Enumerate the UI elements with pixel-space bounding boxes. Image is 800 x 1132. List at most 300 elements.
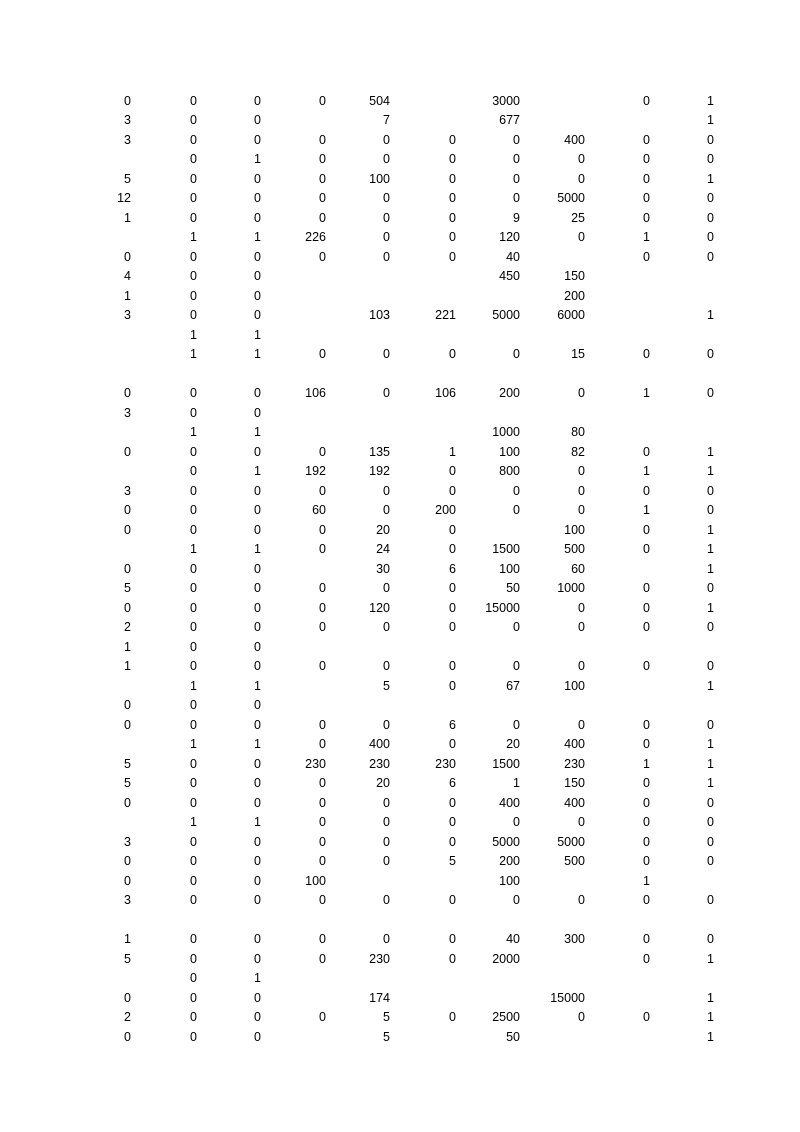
table-row — [0, 833, 800, 853]
table-cell: 80 — [571, 425, 585, 439]
table-row — [0, 287, 800, 307]
table-cell: 0 — [449, 171, 456, 186]
table-cell: 0 — [124, 873, 131, 888]
table-cell — [654, 638, 714, 658]
table-cell: 0 — [254, 717, 261, 732]
table-cell — [396, 1028, 456, 1048]
table-cell: 0 — [643, 737, 650, 751]
table-cell: 9 — [513, 210, 520, 225]
table-cell: 3000 — [492, 93, 520, 108]
table-cell: 0 — [319, 854, 326, 868]
table-cell: 1 — [643, 873, 650, 888]
table-cell: 1 — [643, 386, 650, 400]
table-cell: 1 — [707, 444, 714, 459]
table-cell: 0 — [707, 191, 714, 205]
table-cell — [396, 326, 456, 346]
table-cell: 0 — [707, 210, 714, 225]
table-cell — [525, 92, 585, 112]
table-cell: 0 — [449, 522, 456, 537]
table-cell — [396, 365, 456, 385]
table-row — [0, 774, 800, 794]
table-cell — [71, 911, 131, 931]
table-cell: 5 — [124, 756, 131, 771]
table-cell: 3 — [124, 113, 131, 127]
table-cell — [460, 969, 520, 989]
table-cell: 5000 — [492, 834, 520, 849]
table-cell — [590, 969, 650, 989]
table-cell: 25 — [571, 210, 585, 225]
table-cell: 0 — [190, 522, 197, 537]
table-cell — [137, 911, 197, 931]
table-cell: 0 — [319, 600, 326, 615]
table-cell: 5000 — [557, 191, 585, 205]
table-row — [0, 501, 800, 521]
table-cell: 0 — [707, 659, 714, 673]
table-cell: 1 — [190, 737, 197, 751]
table-cell: 1 — [254, 815, 261, 829]
table-cell: 1 — [190, 815, 197, 829]
table-cell — [330, 287, 390, 307]
table-row — [0, 170, 800, 190]
table-cell: 0 — [190, 893, 197, 907]
table-cell: 0 — [383, 386, 390, 400]
table-cell — [71, 365, 131, 385]
table-cell — [525, 1028, 585, 1048]
table-cell: 0 — [124, 854, 131, 868]
table-cell — [525, 111, 585, 131]
table-cell: 1 — [124, 932, 131, 946]
table-cell: 0 — [449, 191, 456, 205]
table-cell: 120 — [369, 600, 390, 615]
table-cell: 0 — [578, 171, 585, 186]
table-cell: 0 — [383, 795, 390, 810]
table-cell: 5 — [383, 1010, 390, 1024]
table-cell: 0 — [383, 834, 390, 849]
table-cell: 0 — [449, 951, 456, 966]
table-cell: 0 — [254, 132, 261, 147]
table-row — [0, 657, 800, 677]
table-cell: 0 — [254, 503, 261, 517]
table-cell: 2500 — [492, 1010, 520, 1024]
table-cell: 1 — [254, 737, 261, 751]
table-cell: 0 — [707, 152, 714, 166]
table-cell: 100 — [499, 444, 520, 459]
table-cell: 0 — [449, 230, 456, 244]
table-cell — [266, 111, 326, 131]
table-cell: 0 — [643, 893, 650, 907]
table-cell: 0 — [319, 249, 326, 264]
table-cell: 0 — [383, 230, 390, 244]
table-row — [0, 540, 800, 560]
table-cell: 0 — [190, 795, 197, 810]
table-cell — [71, 677, 131, 697]
table-cell: 0 — [449, 600, 456, 615]
table-row — [0, 326, 800, 346]
table-cell: 0 — [254, 873, 261, 888]
table-cell — [201, 911, 261, 931]
table-cell: 0 — [643, 776, 650, 790]
table-cell: 0 — [319, 834, 326, 849]
table-cell: 0 — [643, 93, 650, 108]
table-cell: 800 — [499, 464, 520, 478]
table-cell — [525, 872, 585, 892]
table-cell: 0 — [190, 171, 197, 186]
table-cell: 6 — [449, 717, 456, 732]
table-cell — [460, 404, 520, 424]
table-cell: 0 — [319, 483, 326, 498]
table-cell: 2 — [124, 620, 131, 634]
table-cell: 0 — [643, 951, 650, 966]
table-cell: 3 — [124, 893, 131, 907]
table-row — [0, 150, 800, 170]
table-cell: 200 — [435, 503, 456, 517]
table-cell — [590, 365, 650, 385]
table-cell — [525, 248, 585, 268]
table-cell: 0 — [124, 444, 131, 459]
table-cell: 1 — [254, 425, 261, 439]
table-cell: 0 — [513, 483, 520, 498]
table-cell — [266, 423, 326, 443]
table-cell: 1 — [124, 210, 131, 225]
table-cell: 0 — [254, 405, 261, 420]
table-cell: 0 — [383, 893, 390, 907]
table-cell — [396, 911, 456, 931]
table-cell: 0 — [383, 191, 390, 205]
table-cell: 0 — [513, 659, 520, 673]
table-cell — [71, 228, 131, 248]
table-cell — [654, 287, 714, 307]
table-row — [0, 1028, 800, 1048]
table-cell: 0 — [513, 152, 520, 166]
table-cell — [590, 696, 650, 716]
table-cell — [460, 287, 520, 307]
table-cell: 0 — [383, 659, 390, 673]
table-cell — [266, 696, 326, 716]
table-cell: 0 — [254, 386, 261, 400]
table-cell: 0 — [513, 191, 520, 205]
table-cell: 0 — [383, 620, 390, 634]
table-cell: 230 — [564, 756, 585, 771]
table-cell — [525, 326, 585, 346]
table-cell: 230 — [435, 756, 456, 771]
table-cell: 100 — [564, 522, 585, 537]
table-row — [0, 969, 800, 989]
table-cell — [654, 326, 714, 346]
table-cell: 1 — [707, 522, 714, 537]
table-cell: 0 — [578, 503, 585, 517]
table-row — [0, 677, 800, 697]
table-row — [0, 872, 800, 892]
table-cell — [330, 696, 390, 716]
table-cell: 0 — [190, 269, 197, 283]
table-cell: 4 — [124, 269, 131, 283]
table-row — [0, 560, 800, 580]
table-cell: 0 — [383, 503, 390, 517]
table-cell — [525, 950, 585, 970]
table-cell: 6 — [449, 561, 456, 576]
table-cell: 1000 — [492, 425, 520, 439]
table-cell: 0 — [254, 288, 261, 303]
table-cell: 5 — [124, 951, 131, 966]
table-cell: 0 — [449, 678, 456, 693]
table-cell: 0 — [190, 113, 197, 127]
table-cell: 1 — [643, 230, 650, 244]
table-cell — [71, 326, 131, 346]
table-cell: 0 — [254, 932, 261, 946]
table-cell — [654, 267, 714, 287]
table-row — [0, 618, 800, 638]
table-cell: 0 — [254, 269, 261, 283]
table-cell: 0 — [707, 854, 714, 868]
table-cell: 20 — [376, 522, 390, 537]
table-cell: 0 — [449, 581, 456, 595]
table-cell: 0 — [319, 581, 326, 595]
table-cell: 0 — [513, 717, 520, 732]
table-cell: 0 — [643, 581, 650, 595]
table-cell — [525, 404, 585, 424]
table-cell: 100 — [369, 171, 390, 186]
table-cell: 0 — [319, 444, 326, 459]
table-cell: 0 — [643, 815, 650, 829]
table-cell: 0 — [707, 230, 714, 244]
table-cell: 0 — [124, 522, 131, 537]
table-cell: 0 — [383, 132, 390, 147]
table-cell: 400 — [564, 132, 585, 147]
table-cell: 0 — [513, 815, 520, 829]
table-cell: 0 — [643, 620, 650, 634]
table-cell: 15000 — [485, 600, 520, 615]
table-cell — [266, 267, 326, 287]
table-cell: 0 — [190, 990, 197, 1005]
table-cell: 0 — [190, 698, 197, 712]
table-cell: 0 — [254, 834, 261, 849]
table-cell: 0 — [190, 483, 197, 498]
table-cell: 0 — [254, 951, 261, 966]
table-cell: 192 — [305, 464, 326, 478]
table-cell: 3 — [124, 483, 131, 498]
table-row — [0, 638, 800, 658]
table-cell — [137, 365, 197, 385]
table-cell: 0 — [254, 600, 261, 615]
table-cell: 0 — [383, 347, 390, 361]
table-cell: 1 — [190, 230, 197, 244]
table-cell: 0 — [254, 1010, 261, 1024]
table-row — [0, 423, 800, 443]
table-cell: 0 — [254, 561, 261, 576]
table-cell: 1 — [707, 113, 714, 127]
table-cell — [330, 969, 390, 989]
table-cell — [654, 969, 714, 989]
table-cell: 0 — [707, 503, 714, 517]
table-cell: 1 — [643, 756, 650, 771]
table-cell — [525, 365, 585, 385]
table-cell — [71, 969, 131, 989]
table-cell: 0 — [124, 386, 131, 400]
table-cell: 0 — [254, 93, 261, 108]
table-cell: 0 — [254, 113, 261, 127]
table-cell: 1 — [707, 561, 714, 576]
table-cell: 0 — [643, 932, 650, 946]
table-cell: 6 — [449, 776, 456, 790]
table-cell — [330, 872, 390, 892]
table-cell: 2000 — [492, 951, 520, 966]
table-cell: 230 — [369, 951, 390, 966]
table-cell: 0 — [190, 561, 197, 576]
table-cell: 0 — [707, 717, 714, 732]
table-cell: 5 — [383, 678, 390, 693]
table-row — [0, 228, 800, 248]
table-cell: 0 — [319, 522, 326, 537]
table-cell: 0 — [319, 795, 326, 810]
table-cell — [266, 969, 326, 989]
table-cell: 0 — [190, 249, 197, 264]
table-cell: 0 — [643, 795, 650, 810]
table-cell — [396, 287, 456, 307]
table-cell: 5 — [124, 776, 131, 790]
table-cell — [71, 345, 131, 365]
table-cell: 20 — [376, 776, 390, 790]
table-cell: 0 — [707, 483, 714, 498]
table-cell: 1 — [707, 542, 714, 556]
table-cell: 0 — [190, 756, 197, 771]
table-cell: 0 — [578, 815, 585, 829]
table-cell: 0 — [124, 990, 131, 1005]
table-cell: 0 — [449, 932, 456, 946]
table-cell: 1 — [190, 425, 197, 439]
table-cell — [396, 638, 456, 658]
table-cell: 0 — [319, 717, 326, 732]
table-cell: 0 — [319, 620, 326, 634]
table-cell: 0 — [707, 795, 714, 810]
table-cell: 0 — [707, 893, 714, 907]
table-cell: 0 — [254, 581, 261, 595]
table-cell: 0 — [254, 444, 261, 459]
table-cell: 100 — [305, 873, 326, 888]
table-cell: 0 — [449, 464, 456, 478]
table-cell: 0 — [643, 483, 650, 498]
table-cell — [266, 677, 326, 697]
table-cell: 0 — [254, 893, 261, 907]
table-cell: 67 — [506, 678, 520, 693]
table-cell — [71, 423, 131, 443]
table-cell: 1 — [707, 1010, 714, 1024]
table-cell — [460, 989, 520, 1009]
table-cell: 1 — [707, 600, 714, 615]
table-cell: 0 — [190, 444, 197, 459]
table-cell: 0 — [449, 249, 456, 264]
table-cell: 1 — [254, 327, 261, 342]
table-cell — [590, 111, 650, 131]
table-cell: 0 — [383, 210, 390, 225]
table-cell — [654, 872, 714, 892]
table-cell: 200 — [499, 386, 520, 400]
table-cell: 20 — [506, 737, 520, 751]
table-row — [0, 599, 800, 619]
table-cell: 0 — [449, 795, 456, 810]
table-cell: 60 — [571, 561, 585, 576]
table-cell: 5 — [449, 854, 456, 868]
table-cell: 0 — [190, 1010, 197, 1024]
table-cell: 0 — [707, 581, 714, 595]
table-cell: 0 — [190, 210, 197, 225]
table-cell: 0 — [319, 191, 326, 205]
table-cell: 0 — [254, 522, 261, 537]
table-cell: 1 — [254, 347, 261, 361]
table-cell: 60 — [312, 503, 326, 517]
table-cell: 0 — [254, 756, 261, 771]
table-cell: 400 — [564, 737, 585, 751]
table-cell: 1 — [254, 971, 261, 985]
table-cell: 0 — [578, 1010, 585, 1024]
table-cell: 0 — [643, 347, 650, 361]
table-cell: 0 — [513, 347, 520, 361]
table-row — [0, 111, 800, 131]
table-cell — [266, 1028, 326, 1048]
table-cell: 15000 — [550, 990, 585, 1005]
table-cell: 0 — [578, 152, 585, 166]
table-cell: 0 — [190, 386, 197, 400]
table-row — [0, 209, 800, 229]
table-cell — [396, 989, 456, 1009]
table-cell: 0 — [383, 483, 390, 498]
table-row — [0, 911, 800, 931]
table-cell: 0 — [190, 405, 197, 420]
table-cell: 0 — [254, 483, 261, 498]
table-cell: 500 — [564, 542, 585, 556]
table-cell: 1500 — [492, 756, 520, 771]
table-row — [0, 950, 800, 970]
table-cell: 0 — [190, 776, 197, 790]
table-cell: 0 — [190, 717, 197, 732]
table-cell: 500 — [564, 854, 585, 868]
table-cell: 0 — [449, 659, 456, 673]
table-row — [0, 794, 800, 814]
table-cell: 0 — [449, 542, 456, 556]
table-cell: 0 — [383, 815, 390, 829]
table-cell: 0 — [707, 347, 714, 361]
table-cell — [330, 404, 390, 424]
table-cell: 0 — [578, 659, 585, 673]
table-cell: 0 — [254, 659, 261, 673]
table-cell: 2 — [124, 1010, 131, 1024]
table-cell — [590, 423, 650, 443]
table-cell — [396, 969, 456, 989]
table-cell: 100 — [499, 561, 520, 576]
table-cell: 1 — [707, 464, 714, 478]
table-cell: 5 — [124, 171, 131, 186]
table-row — [0, 92, 800, 112]
table-cell: 0 — [124, 717, 131, 732]
table-row — [0, 813, 800, 833]
table-cell: 0 — [643, 191, 650, 205]
table-cell: 0 — [319, 776, 326, 790]
table-cell: 0 — [190, 659, 197, 673]
table-cell — [71, 462, 131, 482]
table-cell: 0 — [254, 639, 261, 654]
table-cell — [266, 560, 326, 580]
table-cell: 0 — [449, 483, 456, 498]
table-cell: 1 — [254, 678, 261, 693]
table-cell: 0 — [449, 737, 456, 751]
table-cell — [590, 306, 650, 326]
table-cell: 0 — [643, 659, 650, 673]
table-cell: 1 — [190, 678, 197, 693]
table-cell — [71, 735, 131, 755]
table-cell: 0 — [707, 932, 714, 946]
table-cell: 0 — [578, 620, 585, 634]
table-cell: 1 — [254, 230, 261, 244]
table-cell: 1 — [707, 776, 714, 790]
